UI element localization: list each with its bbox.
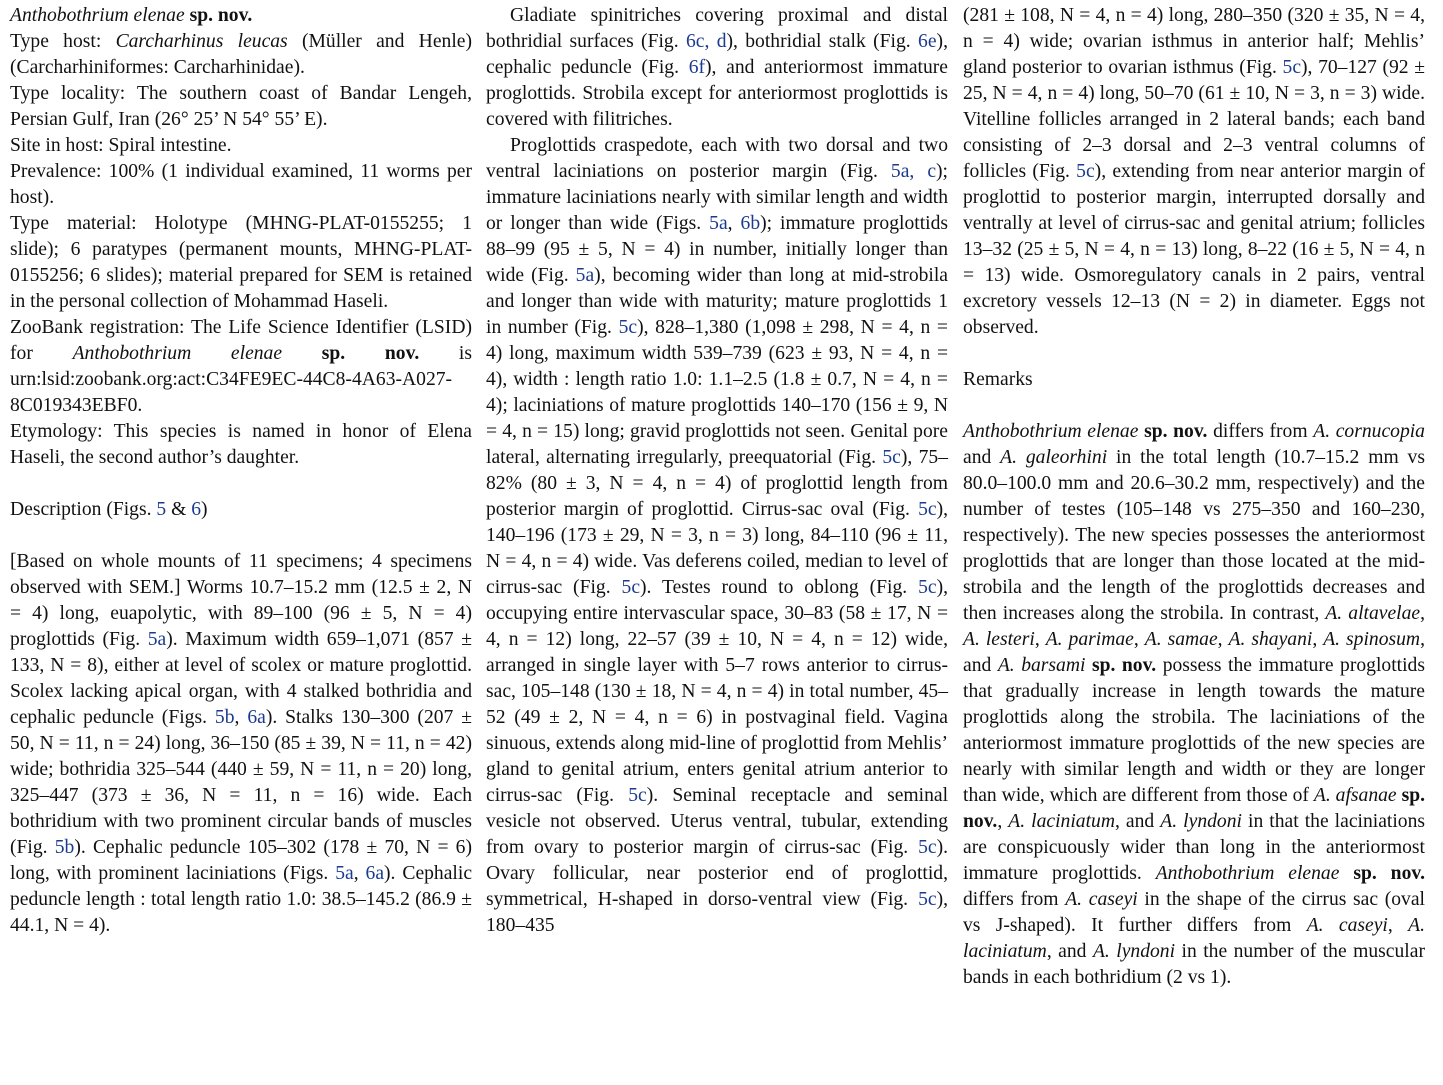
figure-link[interactable]: 5c xyxy=(621,577,641,598)
text-run: possess the immature proglottids that gradually increase in length towards the mature proglottids along the strobila. The laciniations of the anteriormost immature proglottids of the new species are nearly with similar length and width or they are longer than wide, which are different from those of xyxy=(963,655,1425,806)
text-run: in that the laciniations are conspicuously wider than long in the anteriormost immature proglottids. xyxy=(963,811,1425,884)
etymology: Etymology: This species is named in honor of Elena Haseli, the second author’s daughter. xyxy=(10,421,472,468)
prevalence: Prevalence: 100% (1 individual examined, 11 worms per host). xyxy=(10,161,472,208)
middle-column xyxy=(486,3,948,939)
text-run: ), 140–196 (173 ± 29, N = 3, n = 3) long, 84–110 (96 ± 11, N = 4, n = 4) wide. Vas deferens coiled, median to level of cirrus-sac (Fig. xyxy=(486,499,948,598)
text-run: , xyxy=(1312,629,1324,650)
figure-link[interactable]: 6a xyxy=(365,863,385,884)
text-run: , xyxy=(234,707,248,728)
figure-link[interactable]: 5c xyxy=(882,447,901,468)
sp-nov-label: sp. nov. xyxy=(1091,655,1157,676)
text-run xyxy=(1339,863,1353,884)
sp-nov-label: sp. nov. xyxy=(1144,421,1208,442)
species-name: Anthobothrium elenae xyxy=(963,421,1139,442)
species-title xyxy=(10,3,472,29)
text-run: and xyxy=(963,447,1001,468)
species-name: A. afsanae xyxy=(1313,785,1397,806)
description-heading: Description (Figs. 5 & 6) xyxy=(10,499,208,520)
figure-link[interactable]: 5b xyxy=(214,707,235,728)
text-run: ), extending from near anterior margin of proglottid to posterior margin, interrupted dorsally and ventrally at level of cirrus-sac and genital atrium; follicles 13–32 (25 ± 5, N = 4, n = 13) long, 8–22 (16 ± 5, N = 4, n = 13) wide. Osmoregulatory canals in 2 pairs, ventral excretory vessels 12–13 (N = 2) in diameter. Eggs not observed. xyxy=(963,161,1425,338)
figure-link[interactable]: 5a xyxy=(335,863,354,884)
text-run: ). Cephalic peduncle 105–302 (178 ± 70, N = 6) long, with prominent laciniations (Figs. xyxy=(10,837,472,884)
species-name: A. caseyi xyxy=(1306,915,1388,936)
text-run: ), 828–1,380 (1,098 ± 298, N = 4, n = 4) long, maximum width 539–739 (623 ± 93, N = 4, n = 4), width : length ratio 1.0: 1.1–2.5 (1.8 ± 0.7, N = 4, n = 4); laciniations of mature proglottids 140–170 (156 ± 9, N = 4, n = 15) long; gravid proglottids not seen. Genital pore lateral, alternating irregularly, preequatorial (Fig. xyxy=(486,317,948,468)
species-name: A. barsami xyxy=(997,655,1086,676)
remarks-paragraph xyxy=(963,419,1425,991)
figure-link[interactable]: 5a xyxy=(709,213,728,234)
figure-link[interactable]: 6e xyxy=(918,31,937,52)
species-name: Anthobothrium elenae xyxy=(1155,863,1340,884)
remarks-heading: Remarks xyxy=(963,369,1033,390)
figure-link[interactable]: 5 xyxy=(156,499,167,520)
species-name: Anthobothrium elenae xyxy=(10,5,185,26)
sp-nov-label: sp. nov. xyxy=(1353,863,1425,884)
text-run: ), becoming wider than long at mid-strobila and longer than wide with maturity; mature proglottids 1 in number (Fig. xyxy=(486,265,948,338)
figure-link[interactable]: 6b xyxy=(740,213,761,234)
text-run: ), 75–82% (80 ± 3, N = 4, n = 4) of proglottid length from posterior margin of proglottid. Cirrus-sac oval (Fig. xyxy=(486,447,948,520)
proglottids-paragraph xyxy=(486,133,948,939)
text-run: ), 70–127 (92 ± 25, N = 4, n = 4) long, 50–70 (61 ± 10, N = 3, n = 3) wide. Vitelline follicles arranged in 2 lateral bands; each band consisting of 2–3 dorsal and 2–3 ventral columns of follicles (Fig. xyxy=(963,57,1425,182)
text-run: ). Cephalic peduncle length : total length ratio 1.0: 38.5–145.2 (86.9 ± 44.1, N = 4). xyxy=(10,863,473,936)
species-name: A. parimae xyxy=(1045,629,1134,650)
text-run: , xyxy=(1420,603,1425,624)
figure-link[interactable]: 5c xyxy=(1076,161,1095,182)
text-run: , and xyxy=(1114,811,1161,832)
species-name: A. lesteri xyxy=(963,629,1035,650)
zoobank-registration: ZooBank registration: The Life Science Identifier (LSID) for Anthobothrium elenae sp. nov. is urn:lsid:zoobank.org:act:C34FE9EC-44C8-4A63-A027-8C019343EBF0. xyxy=(10,317,472,416)
text-run: in the total length (10.7–15.2 mm vs 80.0–100.0 mm and 20.6–30.2 mm, respectively) and the number of testes (105–148 vs 275–350 and 160–230, respectively). The new species possesses the anteriormost proglottids that are longer than those located at the mid-strobila and the length of the proglottids decreases and then increases along the strobila. In contrast, xyxy=(963,447,1425,624)
figure-link[interactable]: 5c xyxy=(918,889,937,910)
host-species-name: Carcharhinus leucas xyxy=(115,31,288,52)
text-run: ), bothridial stalk (Fig. xyxy=(726,31,919,52)
text-run: ); immature proglottids 88–99 (95 ± 5, N = 4) in number, initially longer than wide (Fig. xyxy=(486,213,948,286)
site-in-host: Site in host: Spiral intestine. xyxy=(10,135,232,156)
figure-link[interactable]: 5a xyxy=(575,265,595,286)
species-name: A. galeorhini xyxy=(1000,447,1108,468)
spinitriches-paragraph xyxy=(486,3,948,133)
type-host: Type host: Carcharhinus leucas (Müller and Henle) (Carcharhiniformes: Carcharhinidae). xyxy=(10,31,472,78)
text-run: , xyxy=(997,811,1009,832)
text-run: , xyxy=(727,213,741,234)
figure-link[interactable]: 5c xyxy=(918,577,937,598)
type-locality: Type locality: The southern coast of Bandar Lengeh, Persian Gulf, Iran (26° 25’ N 54° 55’ E). xyxy=(10,83,472,130)
figure-link[interactable]: 5b xyxy=(54,837,75,858)
figure-link[interactable]: 5a, c xyxy=(890,161,937,182)
text-run: ). Seminal receptacle and seminal vesicle not observed. Uterus ventral, tubular, extending from ovary to posterior margin of cirrus-sac (Fig. xyxy=(486,785,949,858)
type-material: Type material: Holotype (MHNG-PLAT-0155255; 1 slide); 6 paratypes (permanent mounts, MHNG-PLAT-0155256; 6 slides); material prepared for SEM is retained in the personal collection of Mohammad Haseli. xyxy=(10,213,472,312)
text-run: ), and anteriormost immature proglottids. Strobila except for anteriormost proglottids is covered with filitriches. xyxy=(486,57,949,130)
species-name: A. cornucopia xyxy=(1313,421,1425,442)
text-run: ), occupying entire intervascular space, 30–83 (58 ± 17, N = 4, n = 12) long, 22–57 (39 ± 10, N = 4, n = 12) wide, arranged in single layer with 5–7 rows anterior to cirrus-sac, 105–148 (130 ± 18, N = 4, n = 4) in total number, 45–52 (49 ± 2, N = 4, n = 6) in postvaginal field. Vagina sinuous, extends along mid-line of proglottid from Mehlis’ gland to genital atrium, enters genital atrium anterior to cirrus-sac (Fig. xyxy=(486,577,949,806)
figure-link[interactable]: 5c xyxy=(618,317,638,338)
species-name: A. shayani xyxy=(1228,629,1313,650)
species-name: A. caseyi xyxy=(1065,889,1138,910)
text-run: ), cephalic peduncle (Fig. xyxy=(486,31,948,78)
text-run: Gladiate spinitriches covering proximal and distal bothridial surfaces (Fig. xyxy=(486,5,948,52)
text-run: ). Maximum width 659–1,071 (857 ± 133, N = 8), either at level of scolex or mature proglottid. Scolex lacking apical organ, with 4 stalked bothridia and cephalic peduncle (Figs. xyxy=(10,629,472,728)
text-run: ). Stalks 130–300 (207 ± 50, N = 11, n = 24) long, 36–150 (85 ± 39, N = 11, n = 42) wide; bothridia 325–544 (440 ± 59, N = 11, n = 20) long, 325–447 (373 ± 36, N = 11, n = 16) wide. Each bothridium with two prominent circular bands of muscles (Fig. xyxy=(10,707,473,858)
text-run: , xyxy=(1217,629,1229,650)
left-column xyxy=(10,3,472,939)
text-run: differs from xyxy=(963,889,1066,910)
figure-link[interactable]: 5a xyxy=(147,629,167,650)
figure-link[interactable]: 5c xyxy=(918,499,937,520)
species-name: A. altavelae xyxy=(1325,603,1421,624)
text-run: , xyxy=(353,863,366,884)
text-run: , and xyxy=(1046,941,1093,962)
figure-link[interactable]: 5c xyxy=(918,837,937,858)
text-run: (281 ± 108, N = 4, n = 4) long, 280–350 (320 ± 35, N = 4, n = 4) wide; ovarian isthmus in anterior half; Mehlis’ gland posterior to ovarian isthmus (Fig. xyxy=(963,5,1425,78)
figure-link[interactable]: 6c, d xyxy=(685,31,727,52)
right-column xyxy=(963,3,1425,991)
text-run: differs from xyxy=(1207,421,1314,442)
figure-link[interactable]: 5c xyxy=(1282,57,1302,78)
figure-link[interactable]: 6a xyxy=(247,707,266,728)
sp-nov-label: sp. nov. xyxy=(189,5,253,26)
species-name: A. spinosum xyxy=(1323,629,1421,650)
text-run: , xyxy=(1133,629,1145,650)
text-run: Proglottids craspedote, each with two dorsal and two ventral laciniations on posterior margin (Fig. xyxy=(486,135,948,182)
text-run: ). Testes round to oblong (Fig. xyxy=(640,577,919,598)
text-run: ). Ovary follicular, near posterior end of proglottid, symmetrical, H-shaped in dorso-ventral view (Fig. xyxy=(486,837,948,910)
species-name: A. samae xyxy=(1144,629,1218,650)
species-name: A. lyndoni xyxy=(1092,941,1176,962)
figure-link[interactable]: 6f xyxy=(688,57,706,78)
description-body xyxy=(10,549,472,939)
text-run: in the number of the muscular bands in each bothridium (2 vs 1). xyxy=(963,941,1425,988)
text-run: in the shape of the cirrus sac (oval vs J-shaped). It further differs from xyxy=(963,889,1425,936)
text-run: ), 180–435 xyxy=(486,889,948,936)
text-run: ); immature laciniations nearly with similar length and width or longer than wide (Figs. xyxy=(486,161,948,234)
species-name: A. laciniatum xyxy=(1008,811,1115,832)
species-name: A. lyndoni xyxy=(1160,811,1242,832)
text-run: , xyxy=(1387,915,1409,936)
text-run: , and xyxy=(963,629,1425,676)
figure-link[interactable]: 6 xyxy=(191,499,202,520)
species-name: A. laciniatum xyxy=(963,915,1426,962)
ovary-continuation-paragraph xyxy=(963,3,1425,341)
text-run: [Based on whole mounts of 11 specimens; 4 specimens observed with SEM.] Worms 10.7–15.2 mm (12.5 ± 2, N = 4) long, euapolytic, with 89–100 (96 ± 5, N = 4) proglottids (Fig. xyxy=(10,551,472,650)
figure-link[interactable]: 5c xyxy=(628,785,647,806)
sp-nov-label: sp. nov. xyxy=(963,785,1425,832)
text-run: , xyxy=(1034,629,1046,650)
